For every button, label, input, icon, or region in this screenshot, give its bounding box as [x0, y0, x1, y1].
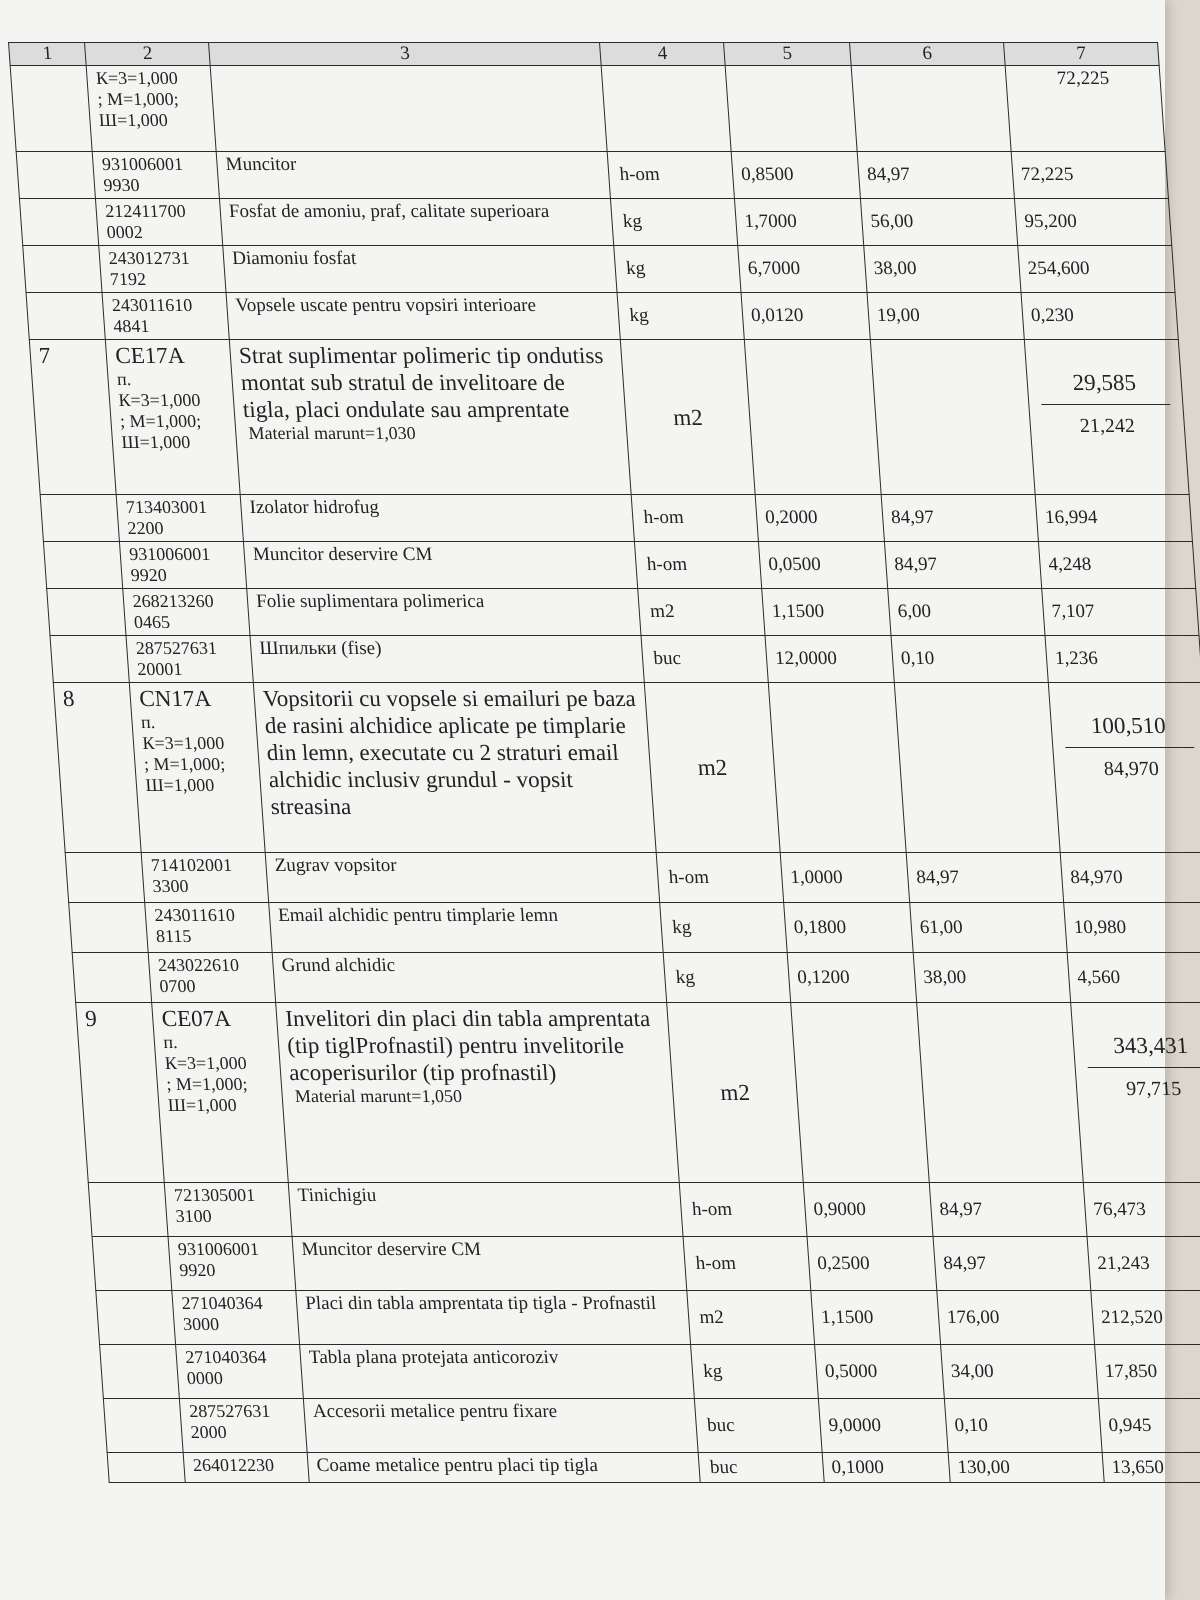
item-code-cell: CE17A п. К=3=1,000 ; М=1,000; Ш=1,000 — [106, 340, 240, 495]
resource-code: 268213260 0465 — [123, 589, 250, 636]
estimate-table — [8, 42, 1200, 1483]
resource-qty: 1,1500 — [811, 1291, 941, 1345]
header-cell: 4 — [600, 43, 725, 66]
resource-unit: buc — [698, 1453, 824, 1483]
work-item-row — [29, 340, 1189, 495]
item-description-cell — [253, 683, 656, 853]
resource-qty: 1,1500 — [762, 589, 891, 636]
resource-qty: 0,1800 — [784, 903, 913, 953]
resource-qty: 0,1200 — [787, 953, 916, 1003]
resource-total: 7,107 — [1042, 589, 1199, 636]
item-description: Vopsitorii cu vopsele si emailuri pe baza de rasini alchidice aplicate pe timplarie din lemn, executate cu 2 straturi email alchidic inclusiv grundul - vopsit streasina — [262, 686, 637, 819]
resource-qty: 0,9000 — [803, 1183, 933, 1237]
resource-name: Grund alchidic — [272, 953, 667, 1003]
header-cell: 7 — [1003, 43, 1159, 66]
resource-price: 84,97 — [906, 853, 1064, 903]
resource-price: 56,00 — [860, 199, 1017, 246]
item-code-cell: CE07A п. К=3=1,000 ; М=1,000; Ш=1,000 — [152, 1003, 288, 1183]
item-description-cell — [229, 340, 631, 495]
resource-code: 931006001 9930 — [93, 152, 220, 199]
resource-qty: 0,2500 — [807, 1237, 937, 1291]
resource-name: Folie suplimentara polimerica — [247, 589, 642, 636]
resource-code: 931006001 9920 — [120, 542, 247, 589]
resource-name: Muncitor — [216, 152, 611, 199]
resource-code: 287527631 20001 — [126, 636, 253, 683]
resource-name: Шпильки (fise) — [250, 636, 645, 683]
resource-price: 61,00 — [910, 903, 1068, 953]
work-item-row — [76, 1003, 1200, 1183]
resource-total: 1,236 — [1045, 636, 1200, 683]
resource-code: 287527631 2000 — [180, 1399, 307, 1453]
resource-row — [16, 152, 1168, 199]
resource-name: Email alchidic pentru timplarie lemn — [269, 903, 664, 953]
header-cell: 1 — [9, 43, 87, 66]
coefficients: К=3=1,000 ; М=1,000; Ш=1,000 — [87, 66, 217, 152]
resource-qty: 0,8500 — [731, 152, 860, 199]
resource-name: Zugrav vopsitor — [265, 853, 660, 903]
resource-code: 212411700 0002 — [96, 199, 223, 246]
resource-code: 243011610 4841 — [102, 293, 229, 340]
resource-name: Fosfat de amoniu, praf, calitate superioara — [220, 199, 615, 246]
resource-price: 84,97 — [929, 1183, 1087, 1237]
resource-row — [72, 953, 1200, 1003]
resource-row — [47, 589, 1199, 636]
resource-price: 84,97 — [881, 495, 1038, 542]
resource-qty: 12,0000 — [765, 636, 894, 683]
resource-unit: h-om — [631, 495, 758, 542]
resource-total: 17,850 — [1094, 1345, 1200, 1399]
resource-total: 21,243 — [1087, 1237, 1200, 1291]
resource-qty: 0,0120 — [741, 293, 870, 340]
resource-code: 713403001 2200 — [117, 495, 244, 542]
resource-code: 271040364 3000 — [172, 1291, 299, 1345]
resource-code: 721305001 3100 — [165, 1183, 292, 1237]
resource-row — [23, 246, 1175, 293]
item-note: Material marunt=1,030 — [247, 423, 417, 443]
resource-unit: buc — [695, 1399, 822, 1453]
item-description-cell — [276, 1003, 680, 1183]
item-unit: m2 — [645, 683, 781, 853]
item-code-cell: CN17A п. К=3=1,000 ; М=1,000; Ш=1,000 — [130, 683, 266, 853]
resource-total: 254,600 — [1018, 246, 1175, 293]
resource-price: 130,00 — [948, 1453, 1104, 1483]
resource-unit: h-om — [657, 853, 784, 903]
resource-unit: h-om — [635, 542, 762, 589]
resource-total: 76,473 — [1083, 1183, 1200, 1237]
item-total: 343,431 — [1085, 1035, 1200, 1068]
resource-row — [43, 542, 1195, 589]
resource-total: 212,520 — [1091, 1291, 1200, 1345]
resource-unit: buc — [641, 636, 768, 683]
resource-price: 19,00 — [867, 293, 1024, 340]
resource-name: Accesorii metalice pentru fixare — [303, 1399, 698, 1453]
resource-qty: 9,0000 — [818, 1399, 948, 1453]
item-totals — [1048, 683, 1200, 853]
resource-name: Tabla plana protejata anticoroziv — [300, 1345, 695, 1399]
resource-price: 34,00 — [940, 1345, 1098, 1399]
resource-row — [96, 1291, 1200, 1345]
resource-code: 243022610 0700 — [149, 953, 276, 1003]
item-number: 8 — [53, 683, 141, 853]
resource-total: 16,994 — [1035, 495, 1192, 542]
resource-row — [100, 1345, 1200, 1399]
row-total: 72,225 — [1005, 66, 1165, 152]
resource-unit: h-om — [680, 1183, 807, 1237]
resource-row — [26, 293, 1178, 340]
resource-row — [103, 1399, 1200, 1453]
header-cell: 2 — [85, 43, 210, 66]
resource-price: 38,00 — [864, 246, 1021, 293]
header-cell: 6 — [849, 43, 1005, 66]
resource-qty: 0,0500 — [758, 542, 887, 589]
resource-row — [19, 199, 1171, 246]
resource-name: Diamoniu fosfat — [223, 246, 618, 293]
resource-total: 0,945 — [1098, 1399, 1200, 1453]
item-totals — [1024, 340, 1189, 495]
item-unit: m2 — [621, 340, 755, 495]
resource-row — [50, 636, 1200, 683]
resource-code: 931006001 9920 — [168, 1237, 295, 1291]
resource-unit: kg — [691, 1345, 818, 1399]
resource-code: 714102001 3300 — [142, 853, 269, 903]
resource-price: 0,10 — [944, 1399, 1102, 1453]
resource-total: 13,650 — [1102, 1453, 1200, 1483]
item-description: Strat suplimentar polimeric tip ondutiss montat sub stratul de invelitoare de tigla, placi ondulate sau amprentate — [238, 343, 605, 422]
resource-qty: 1,7000 — [734, 199, 863, 246]
resource-unit: m2 — [687, 1291, 814, 1345]
resource-name: Izolator hidrofug — [240, 495, 635, 542]
resource-code: 264012230 — [184, 1453, 310, 1483]
item-total: 100,510 — [1063, 715, 1194, 748]
column-header-row — [9, 43, 1160, 66]
resource-unit: kg — [611, 199, 738, 246]
resource-name: Vopsele uscate pentru vopsiri interioare — [226, 293, 621, 340]
resource-name: Muncitor deservire CM — [292, 1237, 687, 1291]
resource-row — [92, 1237, 1200, 1291]
resource-name: Muncitor deservire CM — [244, 542, 639, 589]
resource-unit: m2 — [638, 589, 765, 636]
item-unit: m2 — [667, 1003, 803, 1183]
item-number: 9 — [76, 1003, 165, 1183]
resource-total: 4,248 — [1038, 542, 1195, 589]
resource-unit: h-om — [607, 152, 734, 199]
continuation-row — [10, 66, 1165, 152]
item-subtotal: 21,242 — [1079, 415, 1136, 437]
resource-total: 72,225 — [1011, 152, 1168, 199]
resource-price: 6,00 — [888, 589, 1045, 636]
resource-price: 84,97 — [857, 152, 1014, 199]
header-cell: 5 — [724, 43, 852, 66]
resource-row — [65, 853, 1200, 903]
item-note: Material marunt=1,050 — [294, 1086, 463, 1106]
resource-total: 10,980 — [1064, 903, 1200, 953]
resource-row — [88, 1183, 1200, 1237]
resource-name: Coame metalice pentru placi tip tigla — [307, 1453, 700, 1483]
resource-code: 243012731 7192 — [99, 246, 226, 293]
resource-qty: 0,1000 — [822, 1453, 950, 1483]
resource-qty: 1,0000 — [780, 853, 909, 903]
resource-code: 271040364 0000 — [176, 1345, 303, 1399]
resource-qty: 0,5000 — [815, 1345, 945, 1399]
resource-unit: kg — [663, 953, 790, 1003]
resource-total: 4,560 — [1067, 953, 1200, 1003]
resource-price: 0,10 — [891, 636, 1048, 683]
resource-total: 84,970 — [1060, 853, 1200, 903]
resource-code: 243011610 8115 — [145, 903, 272, 953]
item-total: 29,585 — [1039, 372, 1170, 405]
resource-total: 95,200 — [1014, 199, 1171, 246]
resource-name: Placi din tabla amprentata tip tigla - Profnastil — [296, 1291, 691, 1345]
resource-price: 84,97 — [933, 1237, 1091, 1291]
item-number: 7 — [29, 340, 116, 495]
resource-qty: 0,2000 — [755, 495, 884, 542]
item-subtotal: 84,970 — [1103, 758, 1160, 780]
resource-qty: 6,7000 — [738, 246, 867, 293]
resource-row — [40, 495, 1192, 542]
item-code: CE07A — [160, 1006, 232, 1031]
item-subtotal: 97,715 — [1125, 1078, 1182, 1100]
item-totals — [1071, 1003, 1200, 1183]
resource-unit: h-om — [683, 1237, 810, 1291]
item-code: CE17A — [114, 343, 186, 368]
resource-unit: kg — [617, 293, 744, 340]
header-cell: 3 — [209, 43, 602, 66]
resource-name: Tinichigiu — [288, 1183, 683, 1237]
resource-price: 38,00 — [913, 953, 1071, 1003]
resource-row — [107, 1453, 1200, 1483]
resource-row — [69, 903, 1200, 953]
item-code: CN17A — [138, 686, 212, 711]
item-description: Invelitori din placi din tabla amprentata (tip tiglProfnastil) pentru invelitorile acoperisurilor (tip profnastil) — [284, 1006, 651, 1085]
resource-total: 0,230 — [1021, 293, 1178, 340]
resource-price: 84,97 — [884, 542, 1041, 589]
resource-unit: kg — [614, 246, 741, 293]
resource-unit: kg — [660, 903, 787, 953]
resource-price: 176,00 — [937, 1291, 1095, 1345]
work-item-row — [53, 683, 1200, 853]
